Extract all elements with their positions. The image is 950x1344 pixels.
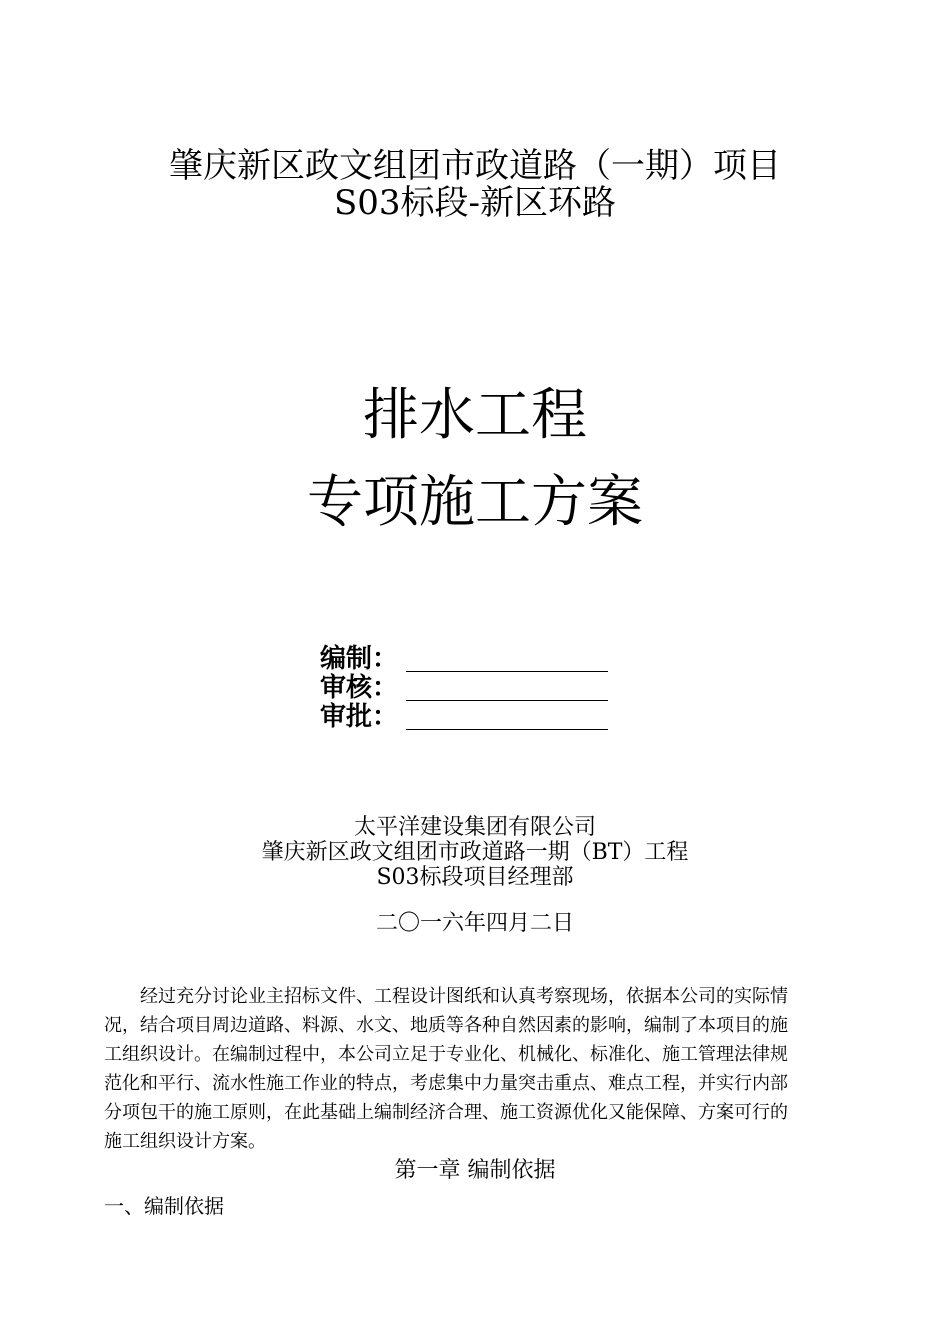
paragraph-line: 施工组织设计方案。	[104, 1131, 266, 1152]
paragraph-line: 况，结合项目周边道路、料源、水文、地质等各种自然因素的影响，编制了本项目的施	[104, 1015, 788, 1036]
chapter-heading: 第一章 编制依据	[394, 1158, 556, 1183]
main-title-line1: 排水工程	[363, 383, 587, 448]
signature-label-review: 审核：	[320, 673, 399, 703]
signature-line-compile	[406, 671, 608, 672]
organization-line1: 太平洋建设集团有限公司	[353, 815, 596, 840]
organization-line2: 肇庆新区政文组团市政道路一期（BT）工程	[261, 840, 689, 865]
intro-paragraph	[104, 982, 854, 1156]
paragraph-line: 经过充分讨论业主招标文件、工程设计图纸和认真考察现场，依据本公司的实际情	[104, 986, 788, 1007]
paragraph-line: 范化和平行、流水性施工作业的特点，考虑集中力量突击重点、难点工程，并实行内部	[104, 1073, 788, 1094]
signature-row-approve	[320, 702, 398, 732]
signature-row-compile	[320, 644, 398, 674]
paragraph-line: 分项包干的施工原则，在此基础上编制经济合理、施工资源优化又能保障、方案可行的	[104, 1102, 788, 1123]
organization-line3: S03标段项目经理部	[376, 865, 574, 890]
document-date: 二〇一六年四月二日	[375, 911, 574, 936]
project-title-line2: S03标段-新区环路	[333, 183, 617, 223]
paragraph-line: 工组织设计。在编制过程中，本公司立足于专业化、机械化、标准化、施工管理法律规	[104, 1044, 788, 1065]
signature-label-compile: 编制：	[320, 644, 399, 674]
project-title-line1: 肇庆新区政文组团市政道路（一期）项目	[169, 146, 781, 186]
signature-label-approve: 审批：	[320, 702, 399, 732]
signature-line-review	[406, 700, 608, 701]
signature-line-approve	[406, 729, 608, 730]
section-heading: 一、编制依据	[104, 1194, 224, 1218]
main-title-line2: 专项施工方案	[307, 470, 643, 535]
signature-row-review	[320, 673, 398, 703]
